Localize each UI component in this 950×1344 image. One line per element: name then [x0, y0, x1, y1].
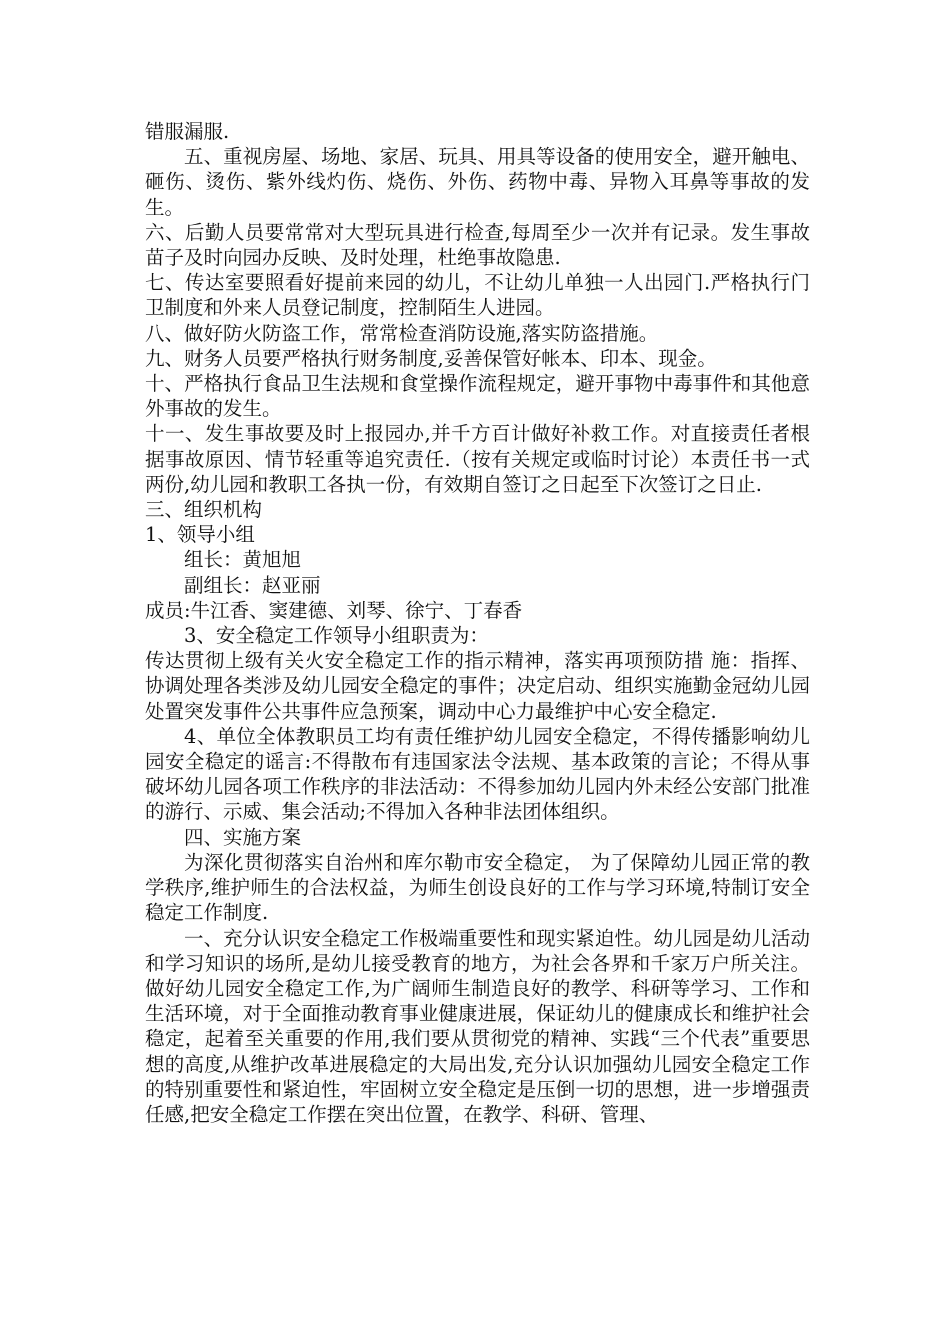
paragraph: 3、安全稳定工作领导小组职责为：	[184, 624, 489, 648]
section-heading: 三、组织机构	[145, 498, 263, 522]
document-body	[145, 119, 810, 1127]
paragraph: 七、传达室要照看好提前来园的幼儿，不让幼儿单独一人出园门.严格执行门卫制度和外来人员登记制度，控制陌生人进园。	[145, 271, 810, 320]
paragraph: 为深化贯彻落实自治州和库尔勒市安全稳定， 为了保障幼儿园正常的教学秩序,维护师生的合法权益，为师生创设良好的工作与学习环境,特制订安全稳定工作制度.	[145, 850, 810, 925]
paragraph: 五、重视房屋、场地、家居、玩具、用具等设备的使用安全，避开触电、砸伤、烫伤、紫外线灼伤、烧伤、外伤、药物中毒、异物入耳鼻等事故的发生。	[145, 145, 810, 219]
paragraph: 六、后勤人员要常常对大型玩具进行检查,每周至少一次并有记录。发生事故苗子及时向园办反映、及时处理，杜绝事故隐患.	[145, 220, 810, 270]
section-heading: 四、实施方案	[184, 825, 302, 849]
paragraph: 4、单位全体教职员工均有责任维护幼儿园安全稳定，不得传播影响幼儿园安全稳定的谣言:不得散布有违国家法令法规、基本政策的言论；不得从事破坏幼儿园各项工作秩序的非法活动：不得参加幼儿园内外未经公安部门批准的游行、示威、集会活动;不得加入各种非法团体组织。	[145, 724, 810, 824]
paragraph: 八、做好防火防盗工作，常常检查消防设施,落实防盗措施。	[145, 321, 659, 345]
deputy-leader-line: 副组长：赵亚丽	[184, 573, 321, 597]
paragraph: 传达贯彻上级有关火安全稳定工作的指示精神，落实再项预防措 施：指挥、协调处理各类涉及幼儿园安全稳定的事件；决定启动、组织实施勤金冠幼儿园处置突发事件公共事件应急预案，调动中心力最维护中心安全稳定.	[145, 649, 810, 723]
paragraph: 十、严格执行食品卫生法规和食堂操作流程规定，避开事物中毒事件和其他意外事故的发生。	[145, 372, 810, 421]
members-line: 成员:牛江香、窦建德、刘琴、徐宁、丁春香	[145, 598, 523, 622]
subsection-heading: 1、领导小组	[145, 523, 255, 547]
leader-line: 组长：黄旭旭	[184, 548, 302, 572]
paragraph: 九、财务人员要严格执行财务制度,妥善保管好帐本、印本、现金。	[145, 346, 717, 370]
paragraph: 十一、发生事故要及时上报园办,并千方百计做好补救工作。对直接责任者根据事故原因、情节轻重等追究责任.（按有关规定或临时讨论）本责任书一式两份,幼儿园和教职工各执一份，有效期自签订之日起至下次签订之日止.	[145, 422, 810, 496]
paragraph: 错服漏服.	[145, 120, 230, 143]
paragraph: 一、充分认识安全稳定工作极端重要性和现实紧迫性。幼儿园是幼儿活动和学习知识的场所,是幼儿接受教育的地方，为社会各界和千家万户所关注。做好幼儿园安全稳定工作,为广阔师生制造良好的教学、科研等学习、工作和生活环境，对于全面推动教育事业健康进展，保证幼儿的健康成长和维护社会稳定，起着至关重要的作用,我们要从贯彻党的精神、实践“三个代表”重要思想的高度,从维护改革进展稳定的大局出发,充分认识加强幼儿园安全稳定工作的特别重要性和紧迫性，牢固树立安全稳定是压倒一切的思想，进一步增强责任感,把安全稳定工作摆在突出位置，在教学、科研、管理、	[145, 926, 810, 1126]
